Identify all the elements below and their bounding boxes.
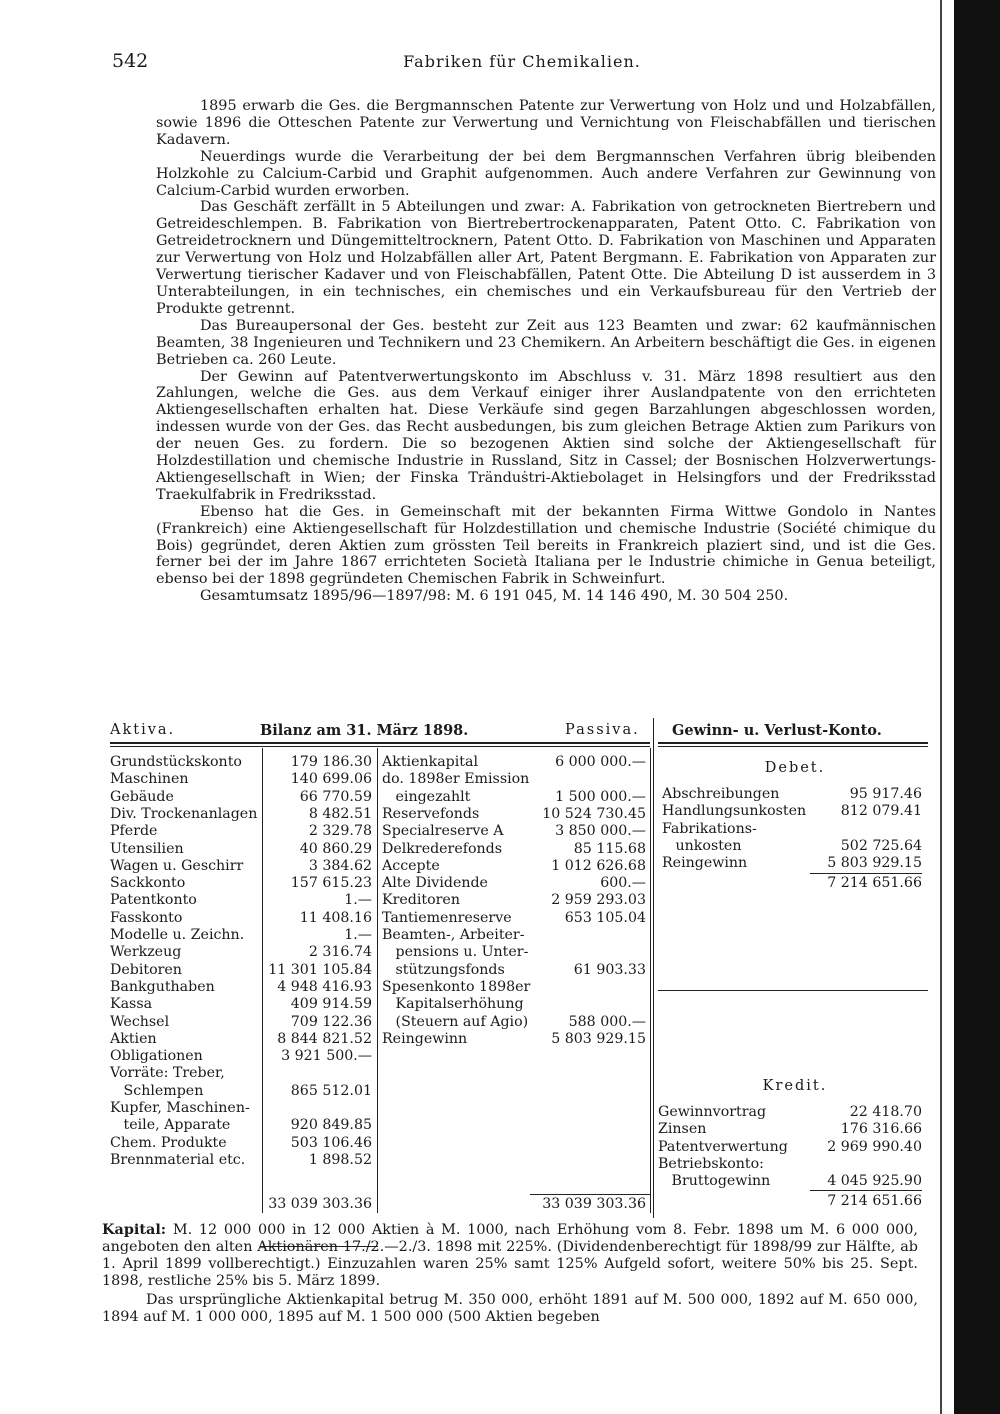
aktiva-total: 33 039 303.36 — [268, 1196, 372, 1212]
page-number: 542 — [112, 50, 149, 72]
aktiva-row-amount: 3 921 500.— — [281, 1048, 372, 1065]
aktiva-row-label: Brennmaterial etc. — [110, 1151, 246, 1168]
aktiva-row-amount: 179 186.30 — [290, 754, 372, 770]
aktiva-row-label: Kassa — [110, 996, 153, 1013]
bilanz-title: Bilanz am 31. März 1898. — [260, 722, 469, 739]
aktiva-row-amount: 11 301 105.84 — [268, 961, 372, 978]
aktiva-row-label: Bankguthaben — [110, 978, 215, 995]
passiva-row-label: Beamten-, Arbeiter- — [382, 927, 525, 943]
aktiva-row-label: Aktien — [110, 1030, 157, 1047]
aktiva-row-label: Gebäude — [110, 788, 174, 805]
aktiva-row-label: Schlempen — [110, 1082, 204, 1099]
kredit-row-label: Bruttogewinn — [658, 1173, 771, 1190]
scan-edge-line — [940, 0, 942, 1414]
paragraph: Ebenso hat die Ges. in Gemeinschaft mit der bekannten Firma Wittwe Gondolo in Nantes (Frankreich) eine Aktiengesellschaft für Holzdestillation und chemische Industrie (Société chimique du Bois) gegründet, deren Aktien zum grössten Teil bereits in Frankreich plaziert sind, und ist die Ges. ferner bei der im Jahre 1867 errichteten Società Italiana per le Industrie chimiche in Genua beteiligt, ebenso bei der 1898 gegründeten Chemischen Fabrik in Schweinfurt. — [156, 503, 936, 588]
kredit-total-rule — [810, 1190, 922, 1191]
passiva-row-label: Reservefonds — [382, 805, 480, 822]
passiva-row-amount: 10 524 730.45 — [542, 805, 646, 822]
aktiva-row-amount: 157 615.23 — [290, 875, 372, 892]
passiva-row-label: eingezahlt — [382, 788, 471, 805]
passiva-row-amount: 1 500 000.— — [555, 788, 646, 805]
aktiva-row-amount: 140 699.06 — [290, 771, 372, 788]
passiva-row-label: Spesenkonto 1898er — [382, 978, 531, 995]
aktiva-row-amount: 4 948 416.93 — [277, 978, 372, 995]
aktiva-amount-column-line — [262, 748, 263, 1213]
debet-row-amount: 5 803 929.15 — [827, 855, 922, 872]
header-rule — [110, 742, 650, 744]
kredit-row-label: Betriebskonto: — [658, 1155, 764, 1172]
aktiva-row-amount: 865 512.01 — [290, 1082, 372, 1099]
aktiva-row-label: Obligationen — [110, 1048, 203, 1065]
aktiva-row-amount: 40 860.29 — [299, 840, 372, 857]
passiva-row-label: Specialreserve A — [382, 823, 504, 840]
passiva-row-label: stützungsfonds — [382, 961, 505, 978]
aktiva-row-label: teile, Apparate — [110, 1117, 231, 1134]
aktiva-row-amount: 1 898.52 — [308, 1151, 372, 1168]
passiva-row-amount: 588 000.— — [568, 1013, 646, 1030]
aktiva-row-label: Vorräte: Treber, — [110, 1065, 225, 1082]
passiva-row-label: pensions u. Unter- — [382, 944, 529, 961]
passiva-row-label: Kapitalserhöhung — [382, 996, 524, 1013]
paragraph: Neuerdings wurde die Verarbeitung der bei dem Bergmannschen Verfahren übrig bleibenden Holzkohle zu Calcium-Carbid und Graphit aufgenommen. Auch andere Verfahren zur Gewinnung von Calcium-Carbid wurden erworben. — [156, 148, 936, 199]
aktiva-row-amount: 2 316.74 — [308, 944, 372, 961]
kredit-row-label: Patentverwertung — [658, 1138, 788, 1155]
passiva-row-amount: 6 000 000.— — [555, 754, 646, 770]
passiva-row-label: Aktienkapital — [382, 754, 478, 770]
intro-text — [156, 98, 936, 605]
guv-header-rule — [658, 742, 928, 744]
aktiva-row-amount: 920 849.85 — [290, 1117, 372, 1134]
paragraph: Der Gewinn auf Patentverwertungskonto im Abschluss v. 31. März 1898 resultiert aus den Zahlungen, welche die Ges. aus dem Verkauf einiger ihrer Auslandpatente von den errichteten Aktiengesellschaften erhalten hat. Diese Verkäufe sind gegen Barzahlungen abgeschlossen worden, indessen wurde von der Ges. das Recht ausbedungen, bis zum gleichen Betrage Aktien zum Parikurs von der neuen Ges. zu fordern. Die so bezogenen Aktien sind solche der Aktiengesellschaft für Holzdestillation und chemische Industrie in Russland, Sitz in Cassel; der Bosnischen Holzverwertungs-Aktiengesellschaft in Wien; der Finska Tränduṡtri-Aktiebolaget in Helsingfors und der Fredriksstad Traekulfabrik in Fredriksstad. — [156, 368, 936, 503]
paragraph: Gesamtumsatz 1895/96—1897/98: M. 6 191 045, M. 14 146 490, M. 30 504 250. — [200, 588, 789, 605]
aktiva-row-label: Wagen u. Geschirr — [110, 857, 244, 874]
aktiva-row-label: Werkzeug — [110, 944, 182, 961]
kapital-paragraph — [102, 1222, 918, 1290]
aktiva-row-label: Fasskonto — [110, 909, 183, 926]
aktiva-row-label: Div. Trockenanlagen — [110, 805, 258, 822]
debet-row-amount: 95 917.46 — [849, 786, 922, 802]
paragraph: 1895 erwarb die Ges. die Bergmannschen Patente zur Verwertung von Holz und und Holzabfällen, sowie 1896 die Otteschen Patente zur Verwertung und Vernichtung von Fleischabfällen und tierischen Kadavern. — [156, 98, 936, 148]
aktiva-row-label: Maschinen — [110, 771, 189, 788]
passiva-label: Passiva. — [565, 722, 640, 738]
kapital-section — [102, 1222, 918, 1325]
aktiva-row-amount: 8 482.51 — [308, 805, 372, 822]
aktiva-label: Aktiva. — [110, 722, 176, 738]
debet-label: Debet. — [764, 760, 826, 776]
passiva-row-label: Kreditoren — [382, 892, 460, 909]
debet-total: 7 214 651.66 — [827, 874, 922, 891]
debet-row-label: Handlungsunkosten — [662, 803, 807, 820]
debet-total-rule — [810, 873, 922, 874]
debet-row-amount: 812 079.41 — [840, 803, 922, 820]
passiva-row-amount: 85 115.68 — [573, 840, 646, 857]
passiva-row-amount: 61 903.33 — [573, 961, 646, 978]
paragraph: Das Bureaupersonal der Ges. besteht zur Zeit aus 123 Beamten und zwar: 62 kaufmännischen Beamten, 38 Ingenieuren und Technikern und 23 Chemikern. An Arbeitern beschäftigt die Ges. in eigenen Betrieben ca. 260 Leute. — [156, 317, 936, 368]
passiva-total: 33 039 303.36 — [542, 1196, 646, 1212]
passiva-row-label: (Steuern auf Agio) — [382, 1013, 529, 1030]
passiva-row-amount: 1 012 626.68 — [551, 857, 646, 874]
guv-header-rule-thin — [658, 746, 928, 747]
aktiva-row-label: Utensilien — [110, 840, 184, 857]
passiva-row-amount: 5 803 929.15 — [551, 1030, 646, 1047]
kapital-history: Das ursprüngliche Aktienkapital betrug M. 350 000, erhöht 1891 auf M. 500 000, 1892 auf M. 650 000, 1894 auf M. 1 000 000, 1895 auf M. 1 500 000 (500 Aktien begeben — [102, 1291, 918, 1325]
aktiva-row-amount: 709 122.36 — [290, 1013, 372, 1030]
passiva-row-amount: 653 105.04 — [564, 909, 646, 926]
debet-close-rule — [658, 990, 928, 991]
passiva-total-rule — [530, 1194, 650, 1195]
debet-row-label: Reingewinn — [662, 855, 748, 872]
passiva-row-label: Accepte — [382, 857, 440, 874]
passiva-row-amount: 2 959 293.03 — [551, 892, 646, 909]
passiva-row-label: do. 1898er Emission — [382, 771, 530, 788]
passiva-amount-right-line — [650, 748, 651, 1213]
scan-edge-bar — [954, 0, 1000, 1414]
passiva-row-label: Alte Dividende — [382, 875, 488, 892]
kredit-row-label: Zinsen — [658, 1121, 707, 1138]
aktiva-row-amount: 1.— — [344, 927, 372, 943]
kredit-row-amount: 2 969 990.40 — [827, 1138, 922, 1155]
passiva-row-label: Reingewinn — [382, 1030, 468, 1047]
aktiva-amount-right-line — [377, 748, 378, 1213]
kapital-label: Kapital: — [102, 1221, 167, 1238]
aktiva-row-amount: 409 914.59 — [290, 996, 372, 1013]
aktiva-row-label: Sackkonto — [110, 875, 186, 892]
aktiva-row-amount: 503 106.46 — [290, 1134, 372, 1151]
aktiva-row-label: Pferde — [110, 823, 158, 840]
debet-row-amount: 502 725.64 — [840, 837, 922, 854]
statement-header — [110, 718, 932, 742]
kredit-row-amount: 4 045 925.90 — [827, 1173, 922, 1190]
aktiva-row-label: Wechsel — [110, 1013, 170, 1030]
paragraph: Das Geschäft zerfällt in 5 Abteilungen und zwar: A. Fabrikation von getrockneten Biertrebern und Getreideschlempen. B. Fabrikation von Biertrebertrockenapparaten, Patent Otto. C. Fabrikation von Getreidetrocknern und Düngemitteltrocknern, Patent Otto. D. Fabrikation von Maschinen und Apparaten zur Verwertung von Holz und Holzabfällen aller Art, Patent Bergmann. E. Fabrikation von Apparaten zur Verwertung tierischer Kadaver und von Fleischabfällen, Patent Otte. Die Abteilung D ist ausserdem in 3 Unterabteilungen, in ein technisches, ein chemisches und ein Verkaufsbureau für den Vertrieb der Produkte getrennt. — [156, 199, 936, 317]
kredit-label: Kredit. — [762, 1078, 828, 1094]
kredit-total: 7 214 651.66 — [827, 1192, 922, 1209]
kapital-text: M. 12 000 000 in 12 000 Aktien à M. 1000, nach Erhöhung vom 8. Febr. 1898 um M. 6 000 000, angeboten den alten Aktionären 17./2.—2./3. 1898 mit 225%. (Dividendenberechtigt für 1898/99 zur Hälfte, ab 1. April 1899 vollberechtigt.) Einzuzahlen waren 25% samt 125% Aufgeld sofort, weitere 50% bis 25. Sept. 1898, restliche 25% bis 5. März 1899. — [102, 1222, 919, 1289]
aktiva-row-amount: 8 844 821.52 — [277, 1030, 372, 1047]
aktiva-row-label: Modelle u. Zeichn. — [110, 927, 245, 943]
debet-row-label: unkosten — [662, 837, 742, 854]
aktiva-row-label: Debitoren — [110, 961, 182, 978]
kredit-row-amount: 22 418.70 — [849, 1104, 922, 1120]
header-rule-thin — [110, 746, 650, 747]
aktiva-row-amount: 2 329.78 — [308, 823, 372, 840]
aktiva-row-label: Grundstückskonto — [110, 754, 242, 770]
page-header — [112, 50, 932, 80]
passiva-row-amount: 600.— — [600, 875, 646, 892]
aktiva-row-label: Patentkonto — [110, 892, 197, 909]
aktiva-row-label: Kupfer, Maschinen- — [110, 1100, 250, 1116]
kredit-row-label: Gewinnvortrag — [658, 1104, 767, 1120]
section-divider-line — [653, 718, 654, 1218]
debet-row-label: Fabrikations- — [662, 820, 757, 837]
aktiva-row-amount: 66 770.59 — [299, 788, 372, 805]
aktiva-row-amount: 3 384.62 — [308, 857, 372, 874]
aktiva-row-amount: 1.— — [344, 892, 372, 909]
passiva-row-label: Tantiemenreserve — [382, 909, 512, 926]
kredit-row-amount: 176 316.66 — [840, 1121, 922, 1138]
guv-title: Gewinn- u. Verlust-Konto. — [672, 722, 882, 739]
passiva-row-amount: 3 850 000.— — [555, 823, 646, 840]
passiva-row-label: Delkrederefonds — [382, 840, 503, 857]
aktiva-row-label: Chem. Produkte — [110, 1134, 227, 1151]
running-title: Fabriken für Chemikalien. — [403, 52, 641, 71]
debet-row-label: Abschreibungen — [662, 786, 780, 802]
aktiva-row-amount: 11 408.16 — [299, 909, 372, 926]
